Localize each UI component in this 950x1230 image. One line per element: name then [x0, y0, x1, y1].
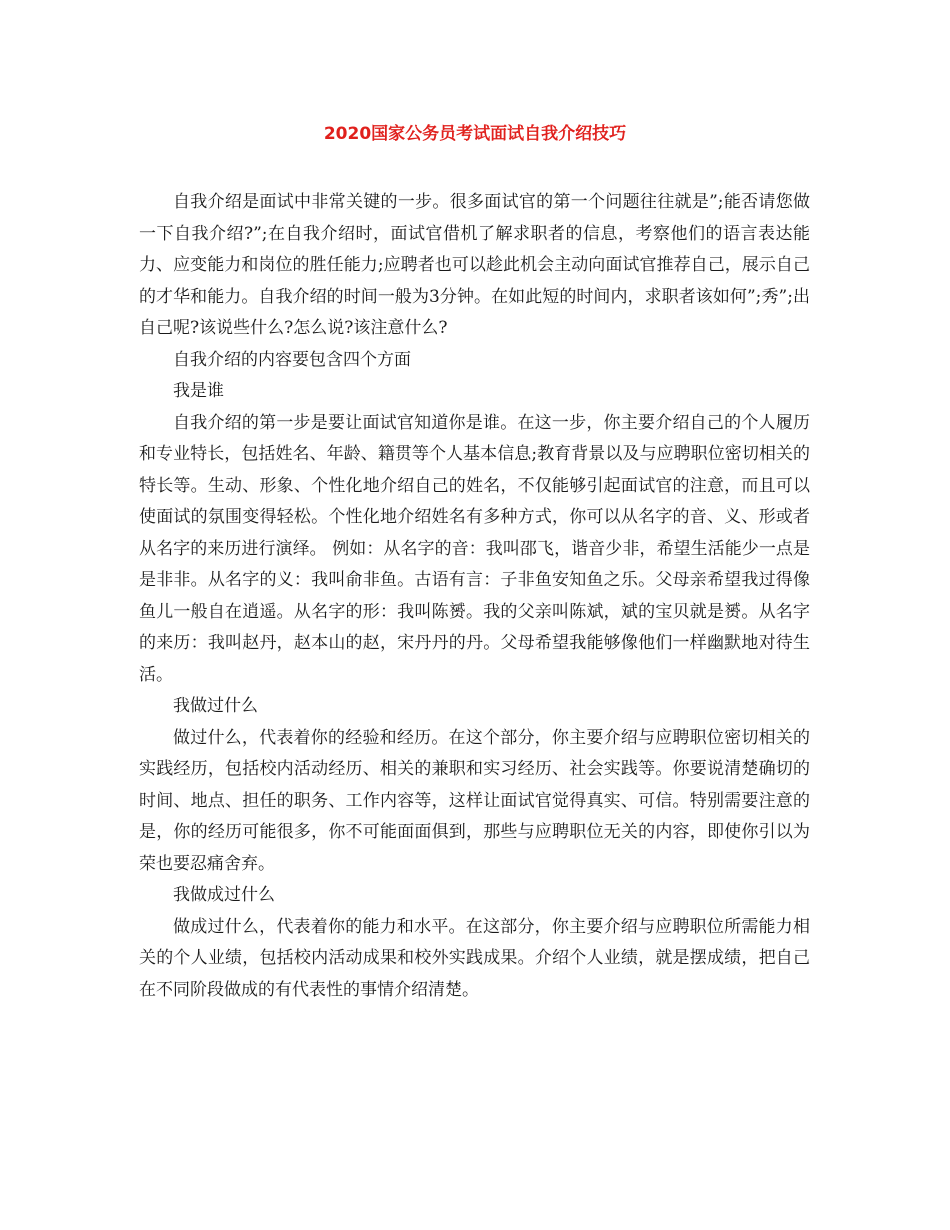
section-heading-what-i-achieved: 我做成过什么	[173, 885, 275, 905]
paragraph-what-i-did: 做过什么，代表着你的经验和经历。在这个部分，你主要介绍与应聘职位密切相关的实践经历，包括校内活动经历、相关的兼职和实习经历、社会实践等。你要说清楚确切的时间、地点、担任的职务、工作内容等，这样让面试官觉得真实、可信。特别需要注意的是，你的经历可能很多，你不可能面面俱到，那些与应聘职位无关的内容，即使你引以为荣也要忍痛舍弃。	[139, 727, 810, 874]
section-heading-what-i-did: 我做过什么	[173, 696, 258, 716]
section-heading-who-am-i: 我是谁	[173, 381, 224, 401]
paragraph-four-aspects: 自我介绍的内容要包含四个方面	[173, 349, 411, 370]
paragraph-intro: 自我介绍是面试中非常关键的一步。很多面试官的第一个问题往往就是”;能否请您做一下自我介绍?”;在自我介绍时，面试官借机了解求职者的信息，考察他们的语言表达能力、应变能力和岗位的胜任能力;应聘者也可以趁此机会主动向面试官推荐自己，展示自己的才华和能力。自我介绍的时间一般为3分钟。在如此短的时间内，求职者该如何”;秀”;出自己呢?该说些什么?怎么说?该注意什么?	[139, 192, 810, 338]
document-title: 2020国家公务员考试面试自我介绍技巧	[323, 124, 627, 144]
paragraph-what-i-achieved: 做成过什么，代表着你的能力和水平。在这部分，你主要介绍与应聘职位所需能力相关的个人业绩，包括校内活动成果和校外实践成果。介绍个人业绩，就是摆成绩，把自己在不同阶段做成的有代表性的事情介绍清楚。	[139, 916, 810, 1000]
document-body	[139, 187, 810, 1006]
paragraph-who-am-i: 自我介绍的第一步是要让面试官知道你是谁。在这一步，你主要介绍自己的个人履历和专业特长，包括姓名、年龄、籍贯等个人基本信息;教育背景以及与应聘职位密切相关的特长等。生动、形象、个性化地介绍自己的姓名，不仅能够引起面试官的注意，而且可以使面试的氛围变得轻松。个性化地介绍姓名有多种方式，你可以从名字的音、义、形或者从名字的来历进行演绎。 例如：从名字的音：我叫邵飞，谐音少非，希望生活能少一点是是非非。从名字的义：我叫俞非鱼。古语有言：子非鱼安知鱼之乐。父母亲希望我过得像鱼儿一般自在逍遥。从名字的形：我叫陈赟。我的父亲叫陈斌，斌的宝贝就是赟。从名字的来历：我叫赵丹，赵本山的赵，宋丹丹的丹。父母希望我能够像他们一样幽默地对待生活。	[139, 412, 810, 685]
